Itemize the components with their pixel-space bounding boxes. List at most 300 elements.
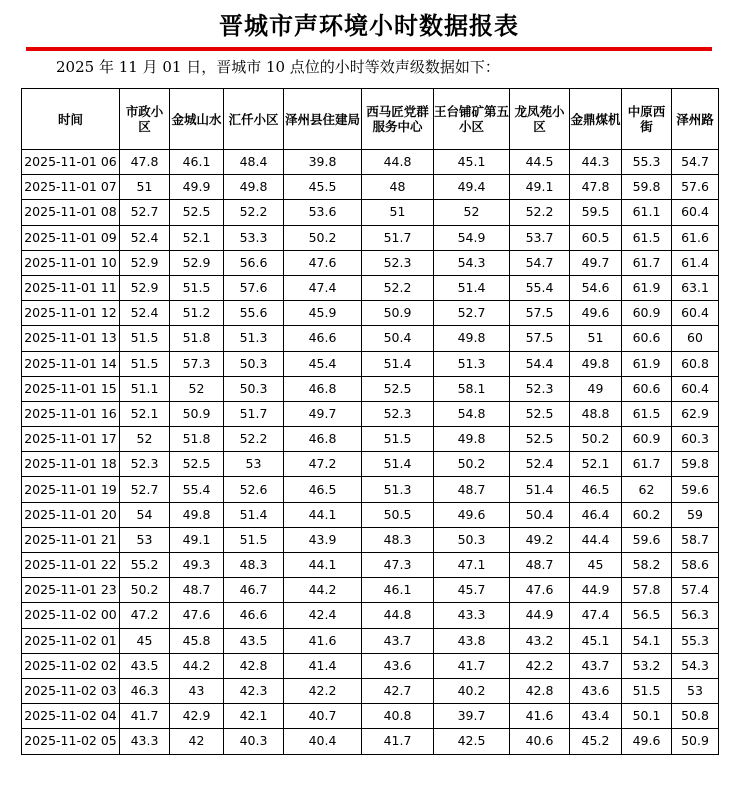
time-cell: 2025-11-01 10 [22,250,120,275]
table-row [22,427,719,452]
value-cell: 51.7 [224,401,284,426]
value-cell: 55.2 [120,553,170,578]
value-cell: 52.2 [224,427,284,452]
value-cell: 52.4 [120,225,170,250]
value-cell: 52.2 [362,275,434,300]
value-cell: 60.6 [622,326,672,351]
value-cell: 48.8 [570,401,622,426]
value-cell: 49.3 [170,553,224,578]
value-cell: 54.7 [510,250,570,275]
value-cell: 52.3 [362,401,434,426]
value-cell: 55.3 [622,150,672,175]
value-cell: 43.4 [570,704,622,729]
value-cell: 45.7 [434,578,510,603]
value-cell: 52 [170,376,224,401]
table-row [22,351,719,376]
value-cell: 51.4 [434,275,510,300]
value-cell: 57.5 [510,326,570,351]
value-cell: 50.2 [434,452,510,477]
value-cell: 57.3 [170,351,224,376]
value-cell: 61.7 [622,250,672,275]
time-cell: 2025-11-01 20 [22,502,120,527]
value-cell: 50.3 [434,527,510,552]
value-cell: 51.5 [170,275,224,300]
table-row [22,301,719,326]
value-cell: 53.3 [224,225,284,250]
value-cell: 49.7 [284,401,362,426]
value-cell: 44.2 [284,578,362,603]
value-cell: 51.2 [170,301,224,326]
value-cell: 39.8 [284,150,362,175]
value-cell: 43.7 [362,628,434,653]
value-cell: 50.8 [672,704,719,729]
value-cell: 46.5 [570,477,622,502]
value-cell: 49.8 [570,351,622,376]
value-cell: 44.9 [570,578,622,603]
value-cell: 49.8 [170,502,224,527]
value-cell: 54.6 [570,275,622,300]
value-cell: 53.2 [622,653,672,678]
header-site-3: 汇仟小区 [224,89,284,150]
value-cell: 50.2 [284,225,362,250]
value-cell: 47.8 [120,150,170,175]
time-cell: 2025-11-01 16 [22,401,120,426]
value-cell: 51.3 [362,477,434,502]
header-site-6: 王台铺矿第五小区 [434,89,510,150]
value-cell: 43.5 [120,653,170,678]
value-cell: 61.5 [622,401,672,426]
time-cell: 2025-11-01 08 [22,200,120,225]
value-cell: 40.2 [434,678,510,703]
value-cell: 45.1 [570,628,622,653]
value-cell: 51.4 [510,477,570,502]
value-cell: 59.8 [622,175,672,200]
value-cell: 56.5 [622,603,672,628]
value-cell: 47.2 [284,452,362,477]
table-row [22,603,719,628]
value-cell: 63.1 [672,275,719,300]
value-cell: 49.1 [510,175,570,200]
value-cell: 51.1 [120,376,170,401]
value-cell: 52.2 [510,200,570,225]
header-time: 时间 [22,89,120,150]
value-cell: 52.4 [120,301,170,326]
value-cell: 53 [672,678,719,703]
value-cell: 42.3 [224,678,284,703]
value-cell: 47.3 [362,553,434,578]
value-cell: 41.6 [284,628,362,653]
value-cell: 48.3 [362,527,434,552]
value-cell: 46.8 [284,427,362,452]
value-cell: 59 [672,502,719,527]
value-cell: 61.4 [672,250,719,275]
value-cell: 58.1 [434,376,510,401]
time-cell: 2025-11-01 18 [22,452,120,477]
value-cell: 49.8 [434,326,510,351]
value-cell: 40.8 [362,704,434,729]
value-cell: 45.8 [170,628,224,653]
value-cell: 41.4 [284,653,362,678]
value-cell: 46.3 [120,678,170,703]
value-cell: 52.3 [510,376,570,401]
value-cell: 52.5 [170,452,224,477]
value-cell: 60.4 [672,376,719,401]
value-cell: 45.4 [284,351,362,376]
value-cell: 57.4 [672,578,719,603]
header-site-2: 金城山水 [170,89,224,150]
value-cell: 51.4 [362,452,434,477]
table-row [22,275,719,300]
value-cell: 52.1 [120,401,170,426]
noise-data-table [21,88,719,755]
value-cell: 43.3 [120,729,170,754]
value-cell: 54.8 [434,401,510,426]
table-row [22,678,719,703]
value-cell: 43.6 [362,653,434,678]
value-cell: 42.7 [362,678,434,703]
time-cell: 2025-11-02 05 [22,729,120,754]
value-cell: 42 [170,729,224,754]
value-cell: 60.4 [672,301,719,326]
table-row [22,175,719,200]
value-cell: 50.9 [672,729,719,754]
value-cell: 50.2 [120,578,170,603]
value-cell: 61.7 [622,452,672,477]
value-cell: 40.6 [510,729,570,754]
value-cell: 44.3 [570,150,622,175]
value-cell: 48 [362,175,434,200]
value-cell: 41.7 [362,729,434,754]
value-cell: 58.2 [622,553,672,578]
value-cell: 55.6 [224,301,284,326]
value-cell: 51.8 [170,326,224,351]
value-cell: 52.1 [570,452,622,477]
header-site-1: 市政小区 [120,89,170,150]
value-cell: 52.7 [120,477,170,502]
value-cell: 52.9 [120,250,170,275]
value-cell: 60.5 [570,225,622,250]
value-cell: 54.3 [672,653,719,678]
value-cell: 59.6 [672,477,719,502]
value-cell: 46.7 [224,578,284,603]
table-body [22,150,719,755]
value-cell: 57.6 [672,175,719,200]
time-cell: 2025-11-01 11 [22,275,120,300]
value-cell: 52.7 [434,301,510,326]
table-row [22,326,719,351]
value-cell: 43.7 [570,653,622,678]
value-cell: 54.7 [672,150,719,175]
value-cell: 43.8 [434,628,510,653]
value-cell: 53 [120,527,170,552]
value-cell: 51.3 [434,351,510,376]
table-header-row [22,89,719,150]
value-cell: 48.3 [224,553,284,578]
value-cell: 56.3 [672,603,719,628]
time-cell: 2025-11-02 03 [22,678,120,703]
value-cell: 43 [170,678,224,703]
value-cell: 49.6 [434,502,510,527]
table-row [22,477,719,502]
value-cell: 62 [622,477,672,502]
value-cell: 53 [224,452,284,477]
table-row [22,502,719,527]
value-cell: 52.3 [362,250,434,275]
time-cell: 2025-11-01 17 [22,427,120,452]
value-cell: 47.6 [284,250,362,275]
table-row [22,401,719,426]
value-cell: 46.6 [284,326,362,351]
header-site-10: 泽州路 [672,89,719,150]
value-cell: 45.9 [284,301,362,326]
value-cell: 55.4 [510,275,570,300]
header-site-7: 龙凤苑小区 [510,89,570,150]
header-site-9: 中原西街 [622,89,672,150]
value-cell: 59.8 [672,452,719,477]
value-cell: 60.6 [622,376,672,401]
value-cell: 42.2 [284,678,362,703]
report-title: 晋城市声环境小时数据报表 [219,11,519,40]
value-cell: 50.9 [362,301,434,326]
value-cell: 48.7 [510,553,570,578]
value-cell: 52.5 [510,401,570,426]
table-row [22,553,719,578]
value-cell: 52.5 [170,200,224,225]
value-cell: 57.5 [510,301,570,326]
value-cell: 39.7 [434,704,510,729]
value-cell: 42.8 [224,653,284,678]
value-cell: 40.3 [224,729,284,754]
value-cell: 50.1 [622,704,672,729]
value-cell: 48.7 [170,578,224,603]
table-row [22,729,719,754]
value-cell: 52.1 [170,225,224,250]
value-cell: 43.5 [224,628,284,653]
value-cell: 52 [434,200,510,225]
value-cell: 51.3 [224,326,284,351]
value-cell: 60 [672,326,719,351]
value-cell: 43.6 [570,678,622,703]
value-cell: 44.4 [570,527,622,552]
value-cell: 49 [570,376,622,401]
value-cell: 49.9 [170,175,224,200]
time-cell: 2025-11-01 07 [22,175,120,200]
value-cell: 51.5 [224,527,284,552]
table-row [22,200,719,225]
value-cell: 45.2 [570,729,622,754]
value-cell: 57.8 [622,578,672,603]
value-cell: 52.3 [120,452,170,477]
value-cell: 59.6 [622,527,672,552]
value-cell: 54.9 [434,225,510,250]
value-cell: 54 [120,502,170,527]
value-cell: 41.6 [510,704,570,729]
value-cell: 54.3 [434,250,510,275]
value-cell: 41.7 [120,704,170,729]
table-row [22,376,719,401]
value-cell: 55.3 [672,628,719,653]
value-cell: 60.8 [672,351,719,376]
table-row [22,653,719,678]
value-cell: 49.2 [510,527,570,552]
value-cell: 52.6 [224,477,284,502]
value-cell: 46.5 [284,477,362,502]
value-cell: 44.9 [510,603,570,628]
value-cell: 49.6 [622,729,672,754]
value-cell: 43.9 [284,527,362,552]
value-cell: 47.1 [434,553,510,578]
value-cell: 61.6 [672,225,719,250]
table-row [22,578,719,603]
value-cell: 54.1 [622,628,672,653]
value-cell: 51 [120,175,170,200]
value-cell: 61.9 [622,275,672,300]
value-cell: 41.7 [434,653,510,678]
value-cell: 46.8 [284,376,362,401]
table-row [22,225,719,250]
value-cell: 60.4 [672,200,719,225]
time-cell: 2025-11-01 23 [22,578,120,603]
value-cell: 48.4 [224,150,284,175]
time-cell: 2025-11-01 09 [22,225,120,250]
value-cell: 40.4 [284,729,362,754]
value-cell: 44.1 [284,553,362,578]
value-cell: 49.1 [170,527,224,552]
value-cell: 45.1 [434,150,510,175]
value-cell: 44.2 [170,653,224,678]
value-cell: 60.3 [672,427,719,452]
value-cell: 51 [570,326,622,351]
value-cell: 48.7 [434,477,510,502]
value-cell: 51.5 [120,326,170,351]
value-cell: 57.6 [224,275,284,300]
value-cell: 51.5 [362,427,434,452]
value-cell: 45.5 [284,175,362,200]
value-cell: 47.4 [284,275,362,300]
time-cell: 2025-11-01 06 [22,150,120,175]
time-cell: 2025-11-01 21 [22,527,120,552]
value-cell: 50.4 [362,326,434,351]
value-cell: 59.5 [570,200,622,225]
value-cell: 51.7 [362,225,434,250]
value-cell: 44.8 [362,603,434,628]
value-cell: 52.2 [224,200,284,225]
value-cell: 42.8 [510,678,570,703]
value-cell: 61.9 [622,351,672,376]
table-row [22,628,719,653]
value-cell: 60.9 [622,427,672,452]
value-cell: 49.8 [224,175,284,200]
value-cell: 46.6 [224,603,284,628]
value-cell: 52.7 [120,200,170,225]
time-cell: 2025-11-02 01 [22,628,120,653]
time-cell: 2025-11-01 14 [22,351,120,376]
title-divider [26,47,712,51]
value-cell: 50.3 [224,351,284,376]
value-cell: 49.6 [570,301,622,326]
header-site-5: 西马匠党群服务中心 [362,89,434,150]
value-cell: 51.4 [362,351,434,376]
header-site-8: 金鼎煤机 [570,89,622,150]
table-row [22,452,719,477]
value-cell: 45 [120,628,170,653]
value-cell: 58.6 [672,553,719,578]
value-cell: 52.9 [170,250,224,275]
value-cell: 47.6 [170,603,224,628]
value-cell: 51 [362,200,434,225]
header-site-4: 泽州县住建局 [284,89,362,150]
value-cell: 45 [570,553,622,578]
value-cell: 60.2 [622,502,672,527]
value-cell: 51.4 [224,502,284,527]
value-cell: 47.2 [120,603,170,628]
value-cell: 42.1 [224,704,284,729]
value-cell: 49.4 [434,175,510,200]
value-cell: 43.3 [434,603,510,628]
value-cell: 50.2 [570,427,622,452]
time-cell: 2025-11-01 19 [22,477,120,502]
value-cell: 54.4 [510,351,570,376]
table-row [22,704,719,729]
value-cell: 52.5 [362,376,434,401]
value-cell: 51.8 [170,427,224,452]
value-cell: 42.2 [510,653,570,678]
table-row [22,150,719,175]
value-cell: 50.9 [170,401,224,426]
time-cell: 2025-11-02 02 [22,653,120,678]
value-cell: 46.1 [362,578,434,603]
value-cell: 53.7 [510,225,570,250]
value-cell: 51.5 [622,678,672,703]
value-cell: 52 [120,427,170,452]
value-cell: 60.9 [622,301,672,326]
time-cell: 2025-11-01 12 [22,301,120,326]
value-cell: 52.5 [510,427,570,452]
value-cell: 49.8 [434,427,510,452]
value-cell: 47.4 [570,603,622,628]
value-cell: 61.5 [622,225,672,250]
value-cell: 46.4 [570,502,622,527]
value-cell: 51.5 [120,351,170,376]
value-cell: 42.4 [284,603,362,628]
value-cell: 52.4 [510,452,570,477]
value-cell: 44.1 [284,502,362,527]
time-cell: 2025-11-01 22 [22,553,120,578]
value-cell: 47.8 [570,175,622,200]
value-cell: 61.1 [622,200,672,225]
table-row [22,250,719,275]
value-cell: 42.5 [434,729,510,754]
value-cell: 50.5 [362,502,434,527]
value-cell: 53.6 [284,200,362,225]
value-cell: 62.9 [672,401,719,426]
value-cell: 49.7 [570,250,622,275]
time-cell: 2025-11-01 13 [22,326,120,351]
value-cell: 43.2 [510,628,570,653]
value-cell: 44.8 [362,150,434,175]
value-cell: 50.4 [510,502,570,527]
value-cell: 55.4 [170,477,224,502]
report-intro: 2025 年 11 月 01 日，晋城市 10 点位的小时等效声级数据如下： [56,58,500,76]
value-cell: 56.6 [224,250,284,275]
value-cell: 58.7 [672,527,719,552]
value-cell: 42.9 [170,704,224,729]
table-row [22,527,719,552]
value-cell: 50.3 [224,376,284,401]
value-cell: 52.9 [120,275,170,300]
time-cell: 2025-11-02 00 [22,603,120,628]
value-cell: 40.7 [284,704,362,729]
